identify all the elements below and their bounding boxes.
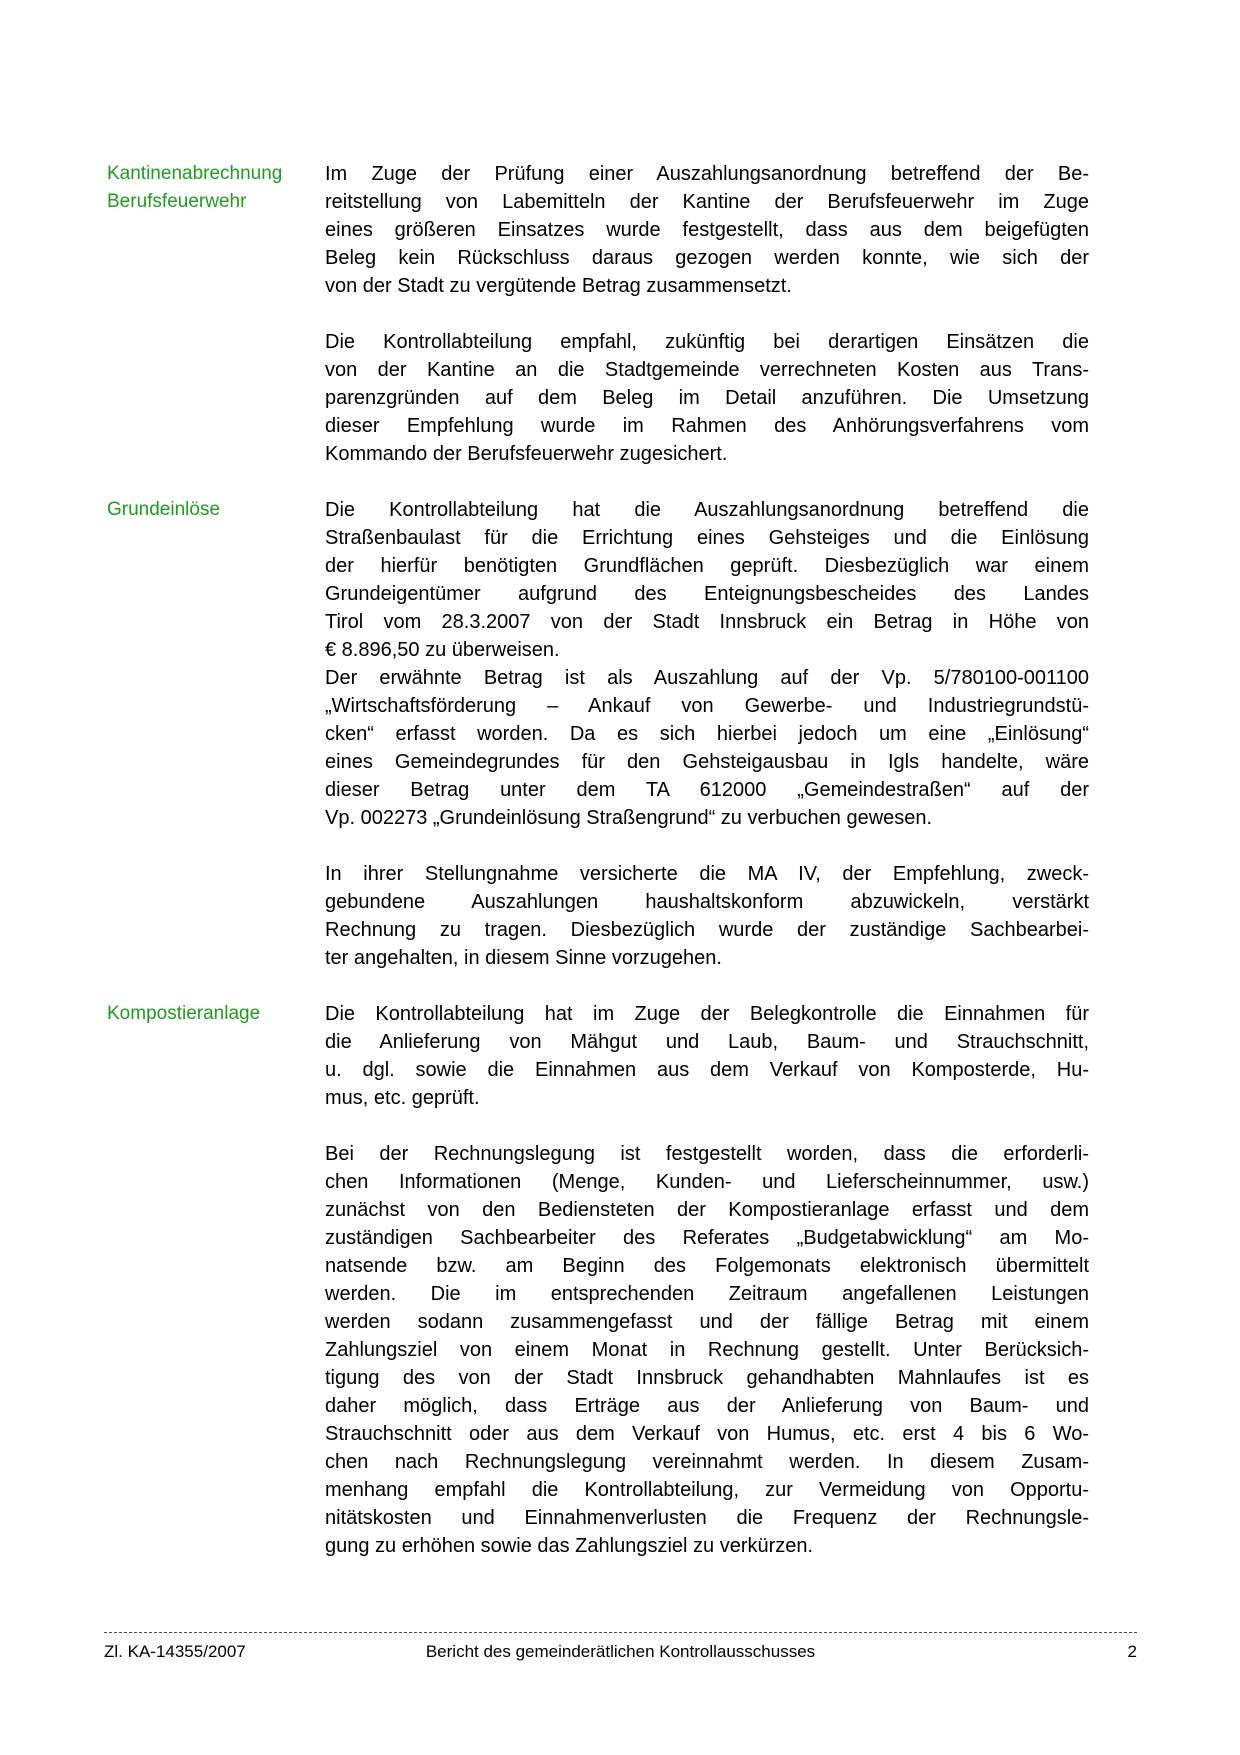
footer-document-title: Bericht des gemeinderätlichen Kontrollausschusses <box>425 1642 816 1661</box>
paragraph-line: Die Kontrollabteilung empfahl, zukünftig bei derartigen Einsätzen die <box>325 331 1089 353</box>
section-side-label-line: Kompostieranlage <box>107 1003 261 1024</box>
paragraph-line: von der Kantine an die Stadtgemeinde verrechneten Kosten aus Trans- <box>325 359 1089 381</box>
report-section <box>107 1000 1089 1560</box>
section-side-label-line: Grundeinlöse <box>107 499 221 520</box>
paragraph-line: Tirol vom 28.3.2007 von der Stadt Innsbruck ein Betrag in Höhe von <box>325 611 1089 633</box>
paragraph-line: Im Zuge der Prüfung einer Auszahlungsanordnung betreffend der Be- <box>325 163 1089 185</box>
paragraph-line: chen nach Rechnungslegung vereinnahmt werden. In diesem Zusam- <box>325 1451 1089 1473</box>
paragraph-line: chen Informationen (Menge, Kunden- und Lieferscheinnummer, usw.) <box>325 1171 1089 1193</box>
paragraph-line: tigung des von der Stadt Innsbruck gehandhabten Mahnlaufes ist es <box>325 1367 1089 1389</box>
paragraph-line: reitstellung von Labemitteln der Kantine der Berufsfeuerwehr im Zuge <box>325 191 1089 213</box>
paragraph-line: die Anlieferung von Mähgut und Laub, Baum- und Strauchschnitt, <box>325 1031 1089 1053</box>
section-paragraphs <box>325 1000 1089 1560</box>
paragraph <box>325 1140 1089 1560</box>
paragraph-line: dieser Betrag unter dem TA 612000 „Gemeindestraßen“ auf der <box>325 779 1089 801</box>
paragraph-line: Kommando der Berufsfeuerwehr zugesichert. <box>325 443 728 465</box>
paragraph-line: gebundene Auszahlungen haushaltskonform abzuwickeln, verstärkt <box>325 891 1089 913</box>
paragraph-line: menhang empfahl die Kontrollabteilung, zur Vermeidung von Opportu- <box>325 1479 1089 1501</box>
report-section <box>107 496 1089 972</box>
section-side-label <box>107 160 325 216</box>
paragraph-line: „Wirtschaftsförderung – Ankauf von Gewerbe- und Industriegrundstü- <box>325 695 1089 717</box>
paragraph-line: Zahlungsziel von einem Monat in Rechnung gestellt. Unter Berücksich- <box>325 1339 1089 1361</box>
paragraph-line: Rechnung zu tragen. Diesbezüglich wurde der zuständige Sachbearbei- <box>325 919 1089 941</box>
section-paragraphs <box>325 160 1089 468</box>
paragraph-line: Beleg kein Rückschluss daraus gezogen werden konnte, wie sich der <box>325 247 1089 269</box>
paragraph-line: Grundeigentümer aufgrund des Enteignungsbescheides des Landes <box>325 583 1089 605</box>
paragraph-line: € 8.896,50 zu überweisen. <box>325 639 560 661</box>
paragraph-line: parenzgründen auf dem Beleg im Detail anzuführen. Die Umsetzung <box>325 387 1089 409</box>
paragraph-line: Die Kontrollabteilung hat im Zuge der Belegkontrolle die Einnahmen für <box>325 1003 1089 1025</box>
section-side-label-line: Kantinenabrechnung <box>107 163 283 184</box>
paragraph-line: mus, etc. geprüft. <box>325 1087 480 1109</box>
paragraph <box>325 860 1089 972</box>
paragraph-line: daher möglich, dass Erträge aus der Anlieferung von Baum- und <box>325 1395 1089 1417</box>
paragraph-line: In ihrer Stellungnahme versicherte die MA IV, der Empfehlung, zweck- <box>325 863 1089 885</box>
paragraph-line: eines Gemeindegrundes für den Gehsteigausbau in Igls handelte, wäre <box>325 751 1089 773</box>
report-body <box>107 160 1089 1560</box>
section-side-label <box>107 496 325 524</box>
paragraph-line: zuständigen Sachbearbeiter des Referates „Budgetabwicklung“ am Mo- <box>325 1227 1089 1249</box>
paragraph-line: zunächst von den Bediensteten der Kompostieranlage erfasst und dem <box>325 1199 1089 1221</box>
paragraph-line: Bei der Rechnungslegung ist festgestellt worden, dass die erforderli- <box>325 1143 1089 1165</box>
paragraph <box>325 328 1089 468</box>
paragraph-line: natsende bzw. am Beginn des Folgemonats elektronisch übermittelt <box>325 1255 1089 1277</box>
paragraph-line: Vp. 002273 „Grundeinlösung Straßengrund“ zu verbuchen gewesen. <box>325 807 933 829</box>
paragraph-line: nitätskosten und Einnahmenverlusten die Frequenz der Rechnungsle- <box>325 1507 1089 1529</box>
paragraph-line: Straßenbaulast für die Errichtung eines Gehsteiges und die Einlösung <box>325 527 1089 549</box>
paragraph-line: gung zu erhöhen sowie das Zahlungsziel zu verkürzen. <box>325 1535 814 1557</box>
paragraph <box>325 664 1089 832</box>
paragraph-line: u. dgl. sowie die Einnahmen aus dem Verkauf von Komposterde, Hu- <box>325 1059 1089 1081</box>
paragraph-line: eines größeren Einsatzes wurde festgestellt, dass aus dem beigefügten <box>325 219 1089 241</box>
paragraph-line: Der erwähnte Betrag ist als Auszahlung auf der Vp. 5/780100-001100 <box>325 667 1089 689</box>
page-footer <box>104 1632 1137 1663</box>
paragraph-line: werden. Die im entsprechenden Zeitraum angefallenen Leistungen <box>325 1283 1089 1305</box>
section-paragraphs <box>325 496 1089 972</box>
footer-reference-number: Zl. KA-14355/2007 <box>104 1642 246 1661</box>
report-section <box>107 160 1089 468</box>
paragraph-line: von der Stadt zu vergütende Betrag zusammensetzt. <box>325 275 792 297</box>
paragraph-line: Strauchschnitt oder aus dem Verkauf von Humus, etc. erst 4 bis 6 Wo- <box>325 1423 1089 1445</box>
paragraph-line: der hierfür benötigten Grundflächen geprüft. Diesbezüglich war einem <box>325 555 1089 577</box>
paragraph-line: werden sodann zusammengefasst und der fällige Betrag mit einem <box>325 1311 1089 1333</box>
paragraph-line: ter angehalten, in diesem Sinne vorzugehen. <box>325 947 722 969</box>
section-side-label <box>107 1000 325 1028</box>
footer-page-number: 2 <box>1127 1642 1137 1661</box>
paragraph <box>325 160 1089 300</box>
paragraph <box>325 1000 1089 1112</box>
paragraph <box>325 496 1089 664</box>
paragraph-line: cken“ erfasst worden. Da es sich hierbei jedoch um eine „Einlösung“ <box>325 723 1089 745</box>
paragraph-line: dieser Empfehlung wurde im Rahmen des Anhörungsverfahrens vom <box>325 415 1089 437</box>
section-side-label-line: Berufsfeuerwehr <box>107 191 247 212</box>
footer-row <box>104 1641 1137 1663</box>
paragraph-line: Die Kontrollabteilung hat die Auszahlungsanordnung betreffend die <box>325 499 1089 521</box>
